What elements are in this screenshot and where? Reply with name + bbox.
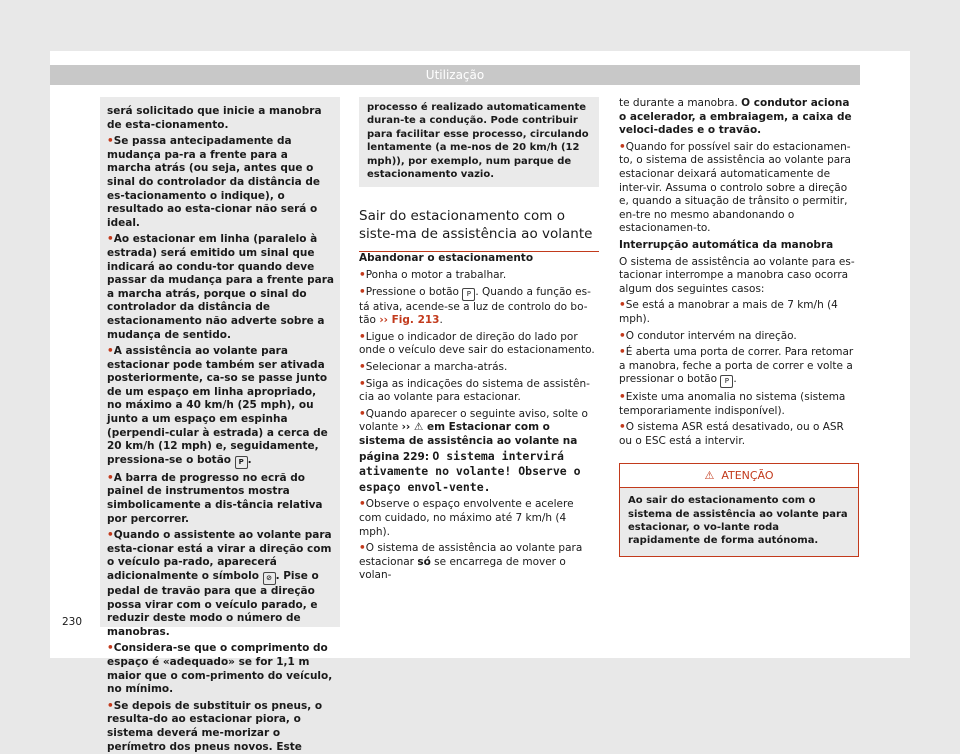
column-2 bbox=[359, 97, 599, 586]
warning-header: ⚠ ATENÇÃO bbox=[620, 464, 858, 489]
warning-triangle-icon: ⚠ bbox=[704, 468, 715, 482]
park-assist-button-icon: P bbox=[462, 288, 475, 301]
col1-bullet-5: • Quando o assistente ao volante para esta-cionar está a virar a direção com o veículo pa-rado, aparecerá adicionalmente o símbolo ⊘ . Pise o pedal de travão para que a direção possa virar com o veículo parado, e reduzir deste modo o número de manobras. bbox=[107, 529, 334, 639]
warning-crossref-link[interactable]: ›› ⚠ em Estacionar com o sistema de assistência ao volante na página 229: bbox=[359, 421, 578, 463]
col3-bullet-2: • Se está a manobrar a mais de 7 km/h (4 mph). bbox=[619, 299, 859, 326]
section-title: Sair do estacionamento com o siste-ma de assistência ao volante bbox=[359, 207, 599, 252]
column-1 bbox=[100, 97, 340, 753]
figure-link[interactable]: ›› Fig. 213 bbox=[379, 314, 440, 327]
warning-box bbox=[619, 463, 859, 557]
col3-bullet-5: • Existe uma anomalia no sistema (sistema temporariamente indisponível). bbox=[619, 391, 859, 418]
col2-bullet-1: • Ponha o motor a trabalhar. bbox=[359, 269, 599, 283]
col1-bullet-6: • Considera-se que o comprimento do espaço é «adequado» se for 1,1 m maior que o com-primento do veículo, no mínimo. bbox=[107, 642, 334, 696]
col2-bullet-7: • Observe o espaço envolvente e acelere com cuidado, no máximo até 7 km/h (4 mph). bbox=[359, 498, 599, 539]
page-header: Utilização bbox=[50, 65, 860, 85]
col2-continuation-box: processo é realizado automaticamente duran-te a condução. Pode contribuir para facilitar esse processo, circulando lentamente (a me-nos de 20 km/h (12 mph)), por exemplo, num parque de estacionamento vazio. bbox=[359, 97, 599, 187]
col2-bullet-5: • Siga as indicações do sistema de assistên-cia ao volante para estacionar. bbox=[359, 378, 599, 405]
col3-bullet-6: • O sistema ASR está desativado, ou o ASR ou o ESC está a intervir. bbox=[619, 421, 859, 448]
col2-subheading: Abandonar o estacionamento bbox=[359, 252, 534, 265]
col3-bullet-4: • É aberta uma porta de correr. Para retomar a manobra, feche a porta de correr e volte a pressionar o botão P . bbox=[619, 346, 859, 388]
col2-bullet-8: • O sistema de assistência ao volante para estacionar só se encarrega de mover o volan- bbox=[359, 542, 599, 583]
col2-bullet-3: • Ligue o indicador de direção do lado por onde o veículo deve sair do estacionamento. bbox=[359, 331, 599, 358]
col1-bullet-7: • Se depois de substituir os pneus, o resulta-do ao estacionar piora, o sistema deverá me-morizar o perímetro dos pneus novos. Este bbox=[107, 700, 334, 754]
col1-bullet-2: • Ao estacionar em linha (paralelo à estrada) será emitido um sinal que indicará ao condu-tor quando deve passar da mudança para a frente para a marcha atrás, porque o sinal do controlador da distância de estacionamento não adverte sobre a mudança de sentido. bbox=[107, 233, 334, 342]
col2-bullet-2: • Pressione o botão P . Quando a função es-tá ativa, acende-se a luz de controlo do bo-tão ›› Fig. 213. bbox=[359, 286, 599, 328]
park-assist-button-icon: P bbox=[235, 456, 248, 469]
col1-bullet-3: • A assistência ao volante para estacionar pode também ser ativada posteriormente, ca-so se passe junto de um espaço em linha apropriado, no máximo a 40 km/h (25 mph), ou junto a um espaço em espinha (perpendi-cular à estrada) a cerca de 20 km/h (12 mph) e, seguidamente, pressiona-se o botão P . bbox=[107, 345, 334, 469]
brake-symbol-icon: ⊘ bbox=[263, 572, 276, 585]
col1-intro: será solicitado que inicie a manobra de esta-cionamento. bbox=[107, 105, 322, 131]
display-message: O sistema intervirá ativamente no volante! Observe o espaço envol-vente. bbox=[359, 448, 581, 494]
warning-text: Ao sair do estacionamento com o sistema de assistência ao volante para estacionar, o vo-lante roda rapidamente de forma autónoma. bbox=[628, 495, 848, 547]
col3-bullet-3: • O condutor intervém na direção. bbox=[619, 330, 859, 344]
col1-bullet-1: • Se passa antecipadamente da mudança pa-ra a frente para a marcha atrás (ou seja, antes que o sinal do controlador da distância de es-tacionamento o indique), o resultado ao esta-cionar não será o ideal. bbox=[107, 135, 334, 230]
col2-bullet-4: • Selecionar a marcha-atrás. bbox=[359, 361, 599, 375]
park-assist-button-icon: P bbox=[720, 375, 733, 388]
col3-paragraph-1: te durante a manobra. O condutor aciona o acelerador, a embraiagem, a caixa de veloci-dades e o travão. bbox=[619, 97, 852, 137]
col1-bullet-4: • A barra de progresso no ecrã do painel de instrumentos mostra simbolicamente a dis-tância relativa por percorrer. bbox=[107, 472, 334, 526]
col3-paragraph-2: O sistema de assistência ao volante para es-tacionar interrompe a manobra caso ocorra algum dos seguintes casos: bbox=[619, 255, 855, 295]
col3-subheading: Interrupção automática da manobra bbox=[619, 238, 834, 251]
col2-bullet-6: • Quando aparecer o seguinte aviso, solte o volante ›› ⚠ em Estacionar com o sistema de assistência ao volante na página 229: O sistema intervirá ativamente no volante! Observe o espaço envol-vente. bbox=[359, 408, 599, 496]
column-3 bbox=[619, 97, 859, 557]
page-number: 230 bbox=[62, 616, 83, 628]
col3-bullet-1: • Quando for possível sair do estacionamen-to, o sistema de assistência ao volante para estacionar deixará automaticamente de inter-vir. Assuma o controlo sobre a direção e, quando a situação de trânsito o permitir, en-tre no mesmo abandonando o estacionamen-to. bbox=[619, 141, 859, 236]
